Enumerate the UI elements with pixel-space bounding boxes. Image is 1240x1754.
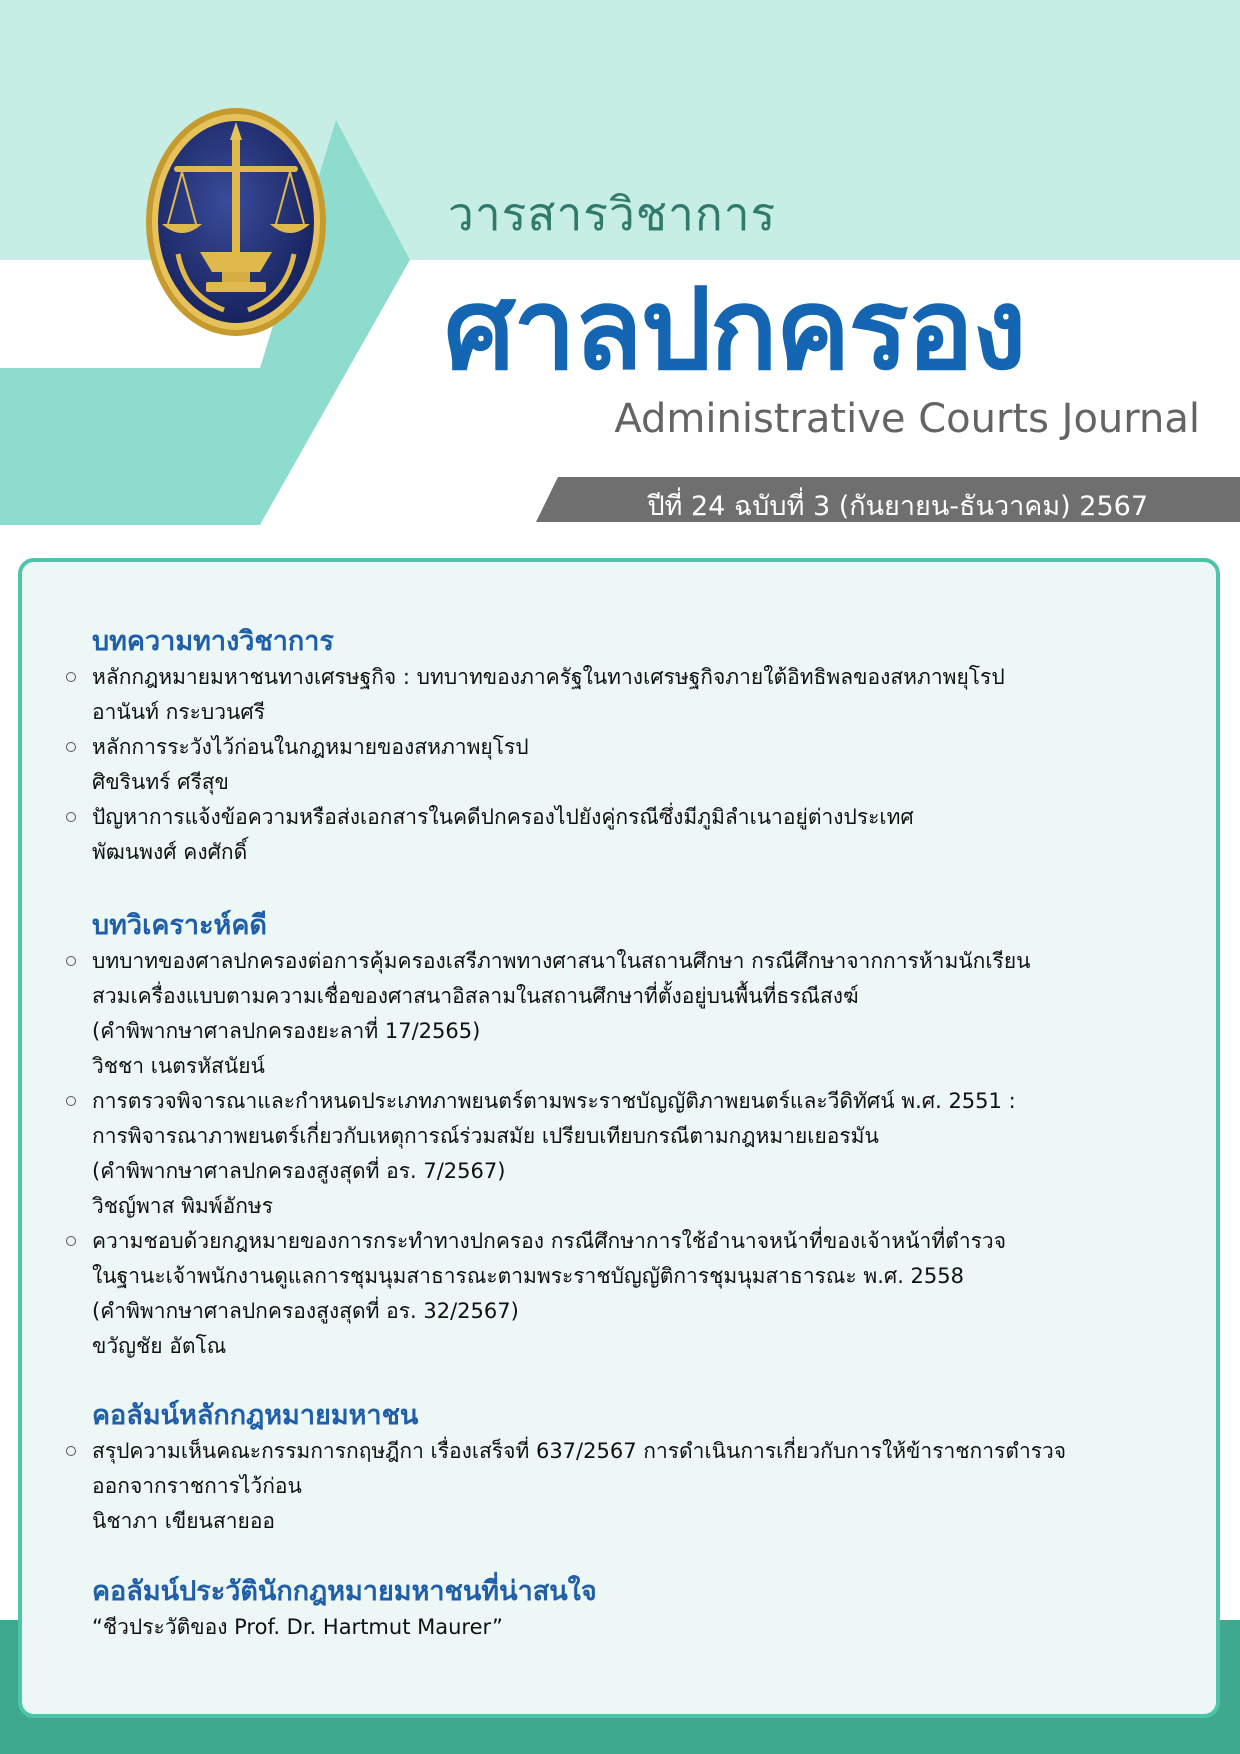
article-title: การพิจารณาภาพยนตร์เกี่ยวกับเหตุการณ์ร่วมสมัย เปรียบเทียบกรณีตามกฎหมายเยอรมัน [92, 1124, 879, 1148]
article-title: ปัญหาการแจ้งข้อความหรือส่งเอกสารในคดีปกครองไปยังคู่กรณีซึ่งมีภูมิลำเนาอยู่ต่างประเทศ [92, 805, 914, 829]
article-title: สวมเครื่องแบบตามความเชื่อของศาสนาอิสลามในสถานศึกษาที่ตั้งอยู่บนพื้นที่ธรณีสงฆ์ [92, 984, 859, 1008]
article-title: หลักกฎหมายมหาชนทางเศรษฐกิจ : บทบาทของภาครัฐในทางเศรษฐกิจภายใต้อิทธิพลของสหภาพยุโรป [92, 665, 1005, 689]
circle-bullet-icon [66, 742, 76, 752]
table-of-contents [18, 558, 1220, 1718]
section-title: บทความทางวิชาการ [92, 626, 334, 657]
article-author: วิชชา เนตรหัสนัยน์ [92, 1054, 265, 1078]
section-public-law-column [64, 1398, 1176, 1539]
article-title: บทบาทของศาลปกครองต่อการคุ้มครองเสรีภาพทางศาสนาในสถานศึกษา กรณีศึกษาจากการห้ามนักเรียน [92, 949, 1031, 973]
toc-item[interactable] [64, 1084, 1176, 1224]
toc-item[interactable] [64, 944, 1176, 1084]
journal-title-english: Administrative Courts Journal [614, 396, 1200, 442]
toc-item[interactable] [64, 1224, 1176, 1364]
article-author: ศิขรินทร์ ศรีสุข [92, 770, 229, 794]
circle-bullet-icon [66, 1096, 76, 1106]
circle-bullet-icon [66, 812, 76, 822]
article-title: หลักการระวังไว้ก่อนในกฎหมายของสหภาพยุโรป [92, 735, 529, 759]
scales-of-justice-emblem-icon [142, 104, 330, 340]
article-author: นิชาภา เขียนสายออ [92, 1509, 276, 1533]
article-author: ขวัญชัย อัตโณ [92, 1334, 227, 1358]
section-case-analysis [64, 908, 1176, 1364]
issue-label: ปีที่ 24 ฉบับที่ 3 (กันยายน-ธันวาคม) 2567 [647, 491, 1148, 522]
article-title: ความชอบด้วยกฎหมายของการกระทำทางปกครอง กรณีศึกษาการใช้อำนาจหน้าที่ของเจ้าหน้าที่ตำรวจ [92, 1229, 1006, 1253]
journal-subtitle-thai: วารสารวิชาการ [448, 187, 777, 241]
toc-item[interactable] [64, 660, 1176, 730]
article-author: พัฒนพงศ์ คงศักดิ์ [92, 840, 248, 864]
case-reference: (คำพิพากษาศาลปกครองสูงสุดที่ อร. 32/2567) [92, 1299, 519, 1323]
article-author: วิชญ์พาส พิมพ์อักษร [92, 1194, 274, 1218]
toc-item[interactable] [64, 1434, 1176, 1539]
section-title: บทวิเคราะห์คดี [92, 910, 267, 941]
article-title: ออกจากราชการไว้ก่อน [92, 1474, 302, 1498]
circle-bullet-icon [66, 956, 76, 966]
section-academic-articles [64, 624, 1176, 870]
case-reference: (คำพิพากษาศาลปกครองยะลาที่ 17/2565) [92, 1019, 481, 1043]
case-reference: (คำพิพากษาศาลปกครองสูงสุดที่ อร. 7/2567) [92, 1159, 506, 1183]
article-author: อานันท์ กระบวนศรี [92, 700, 265, 724]
article-title: สรุปความเห็นคณะกรรมการกฤษฎีกา เรื่องเสร็จที่ 637/2567 การดำเนินการเกี่ยวกับการให้ข้าราชการตำรวจ [92, 1439, 1067, 1463]
circle-bullet-icon [66, 1446, 76, 1456]
toc-item[interactable] [64, 730, 1176, 800]
article-title: ในฐานะเจ้าพนักงานดูแลการชุมนุมสาธารณะตามพระราชบัญญัติการชุมนุมสาธารณะ พ.ศ. 2558 [92, 1264, 965, 1288]
article-title: การตรวจพิจารณาและกำหนดประเภทภาพยนตร์ตามพระราชบัญญัติภาพยนตร์และวีดิทัศน์ พ.ศ. 2551 : [92, 1089, 1016, 1113]
section-title: คอลัมน์ประวัตินักกฎหมายมหาชนที่น่าสนใจ [92, 1576, 597, 1607]
journal-title: ศาลปกครอง [444, 265, 1025, 395]
section-biography-column [64, 1574, 1176, 1645]
toc-item[interactable] [64, 1610, 1176, 1645]
section-title: คอลัมน์หลักกฎหมายมหาชน [92, 1400, 419, 1431]
circle-bullet-icon [66, 1236, 76, 1246]
circle-bullet-icon [66, 672, 76, 682]
biography-quote: “ชีวประวัติของ Prof. Dr. Hartmut Maurer” [92, 1615, 503, 1639]
toc-item[interactable] [64, 800, 1176, 870]
